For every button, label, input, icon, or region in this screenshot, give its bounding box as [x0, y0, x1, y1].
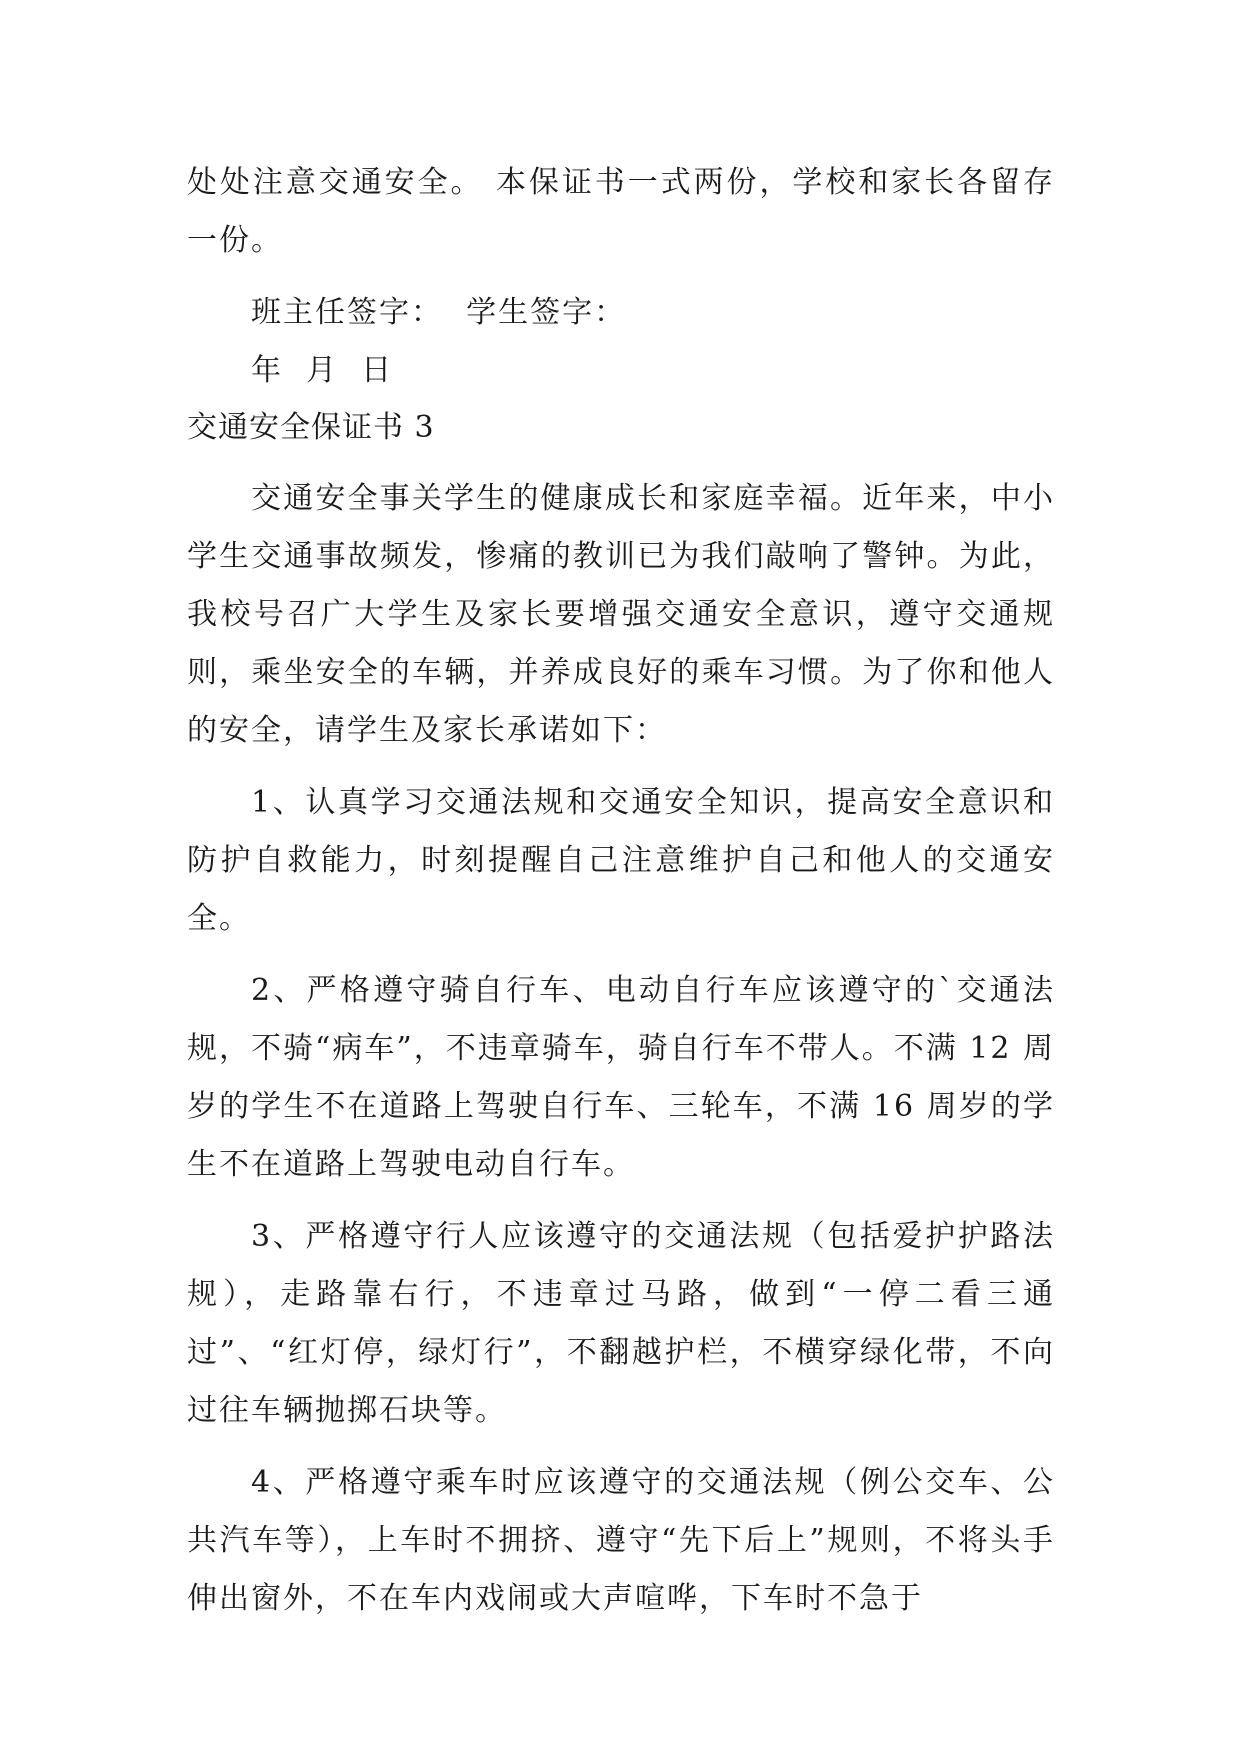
date-line [187, 342, 1055, 400]
signature-labels: 班主任签字： 学生签字： [251, 295, 627, 330]
paragraph-closing: 处处注意交通安全。 本保证书一式两份，学校和家长各留存一份。 [187, 165, 1055, 258]
signature-line [187, 284, 1055, 342]
list-item-4: 4、严格遵守乘车时应该遵守的交通法规（例公交车、公共汽车等），上车时不拥挤、遵守“先下后上”规则，不将头手伸出窗外，不在车内戏闹或大声喧哗，下车时不急于 [187, 1465, 1055, 1616]
date-labels: 年 月 日 [251, 353, 394, 388]
list-item-3: 3、严格遵守行人应该遵守的交通法规（包括爱护护路法规），走路靠右行，不违章过马路，做到“一停二看三通过”、“红灯停，绿灯行”，不翻越护栏，不横穿绿化带，不向过往车辆抛掷石块等。 [187, 1219, 1055, 1428]
list-item-2: 2、严格遵守骑自行车、电动自行车应该遵守的`交通法规，不骑“病车”，不违章骑车，骑自行车不带人。不满 12 周岁的学生不在道路上驾驶自行车、三轮车，不满 16 周岁的学生不在道路上驾驶电动自行车。 [187, 973, 1055, 1182]
paragraph-intro: 交通安全事关学生的健康成长和家庭幸福。近年来，中小学生交通事故频发，惨痛的教训已为我们敲响了警钟。为此，我校号召广大学生及家长要增强交通安全意识，遵守交通规则，乘坐安全的车辆，并养成良好的乘车习惯。为了你和他人的安全，请学生及家长承诺如下： [187, 481, 1055, 748]
list-item-1: 1、认真学习交通法规和交通安全知识，提高安全意识和防护自救能力，时刻提醒自己注意维护自己和他人的交通安全。 [187, 785, 1055, 936]
section-title: 交通安全保证书 3 [187, 410, 435, 445]
